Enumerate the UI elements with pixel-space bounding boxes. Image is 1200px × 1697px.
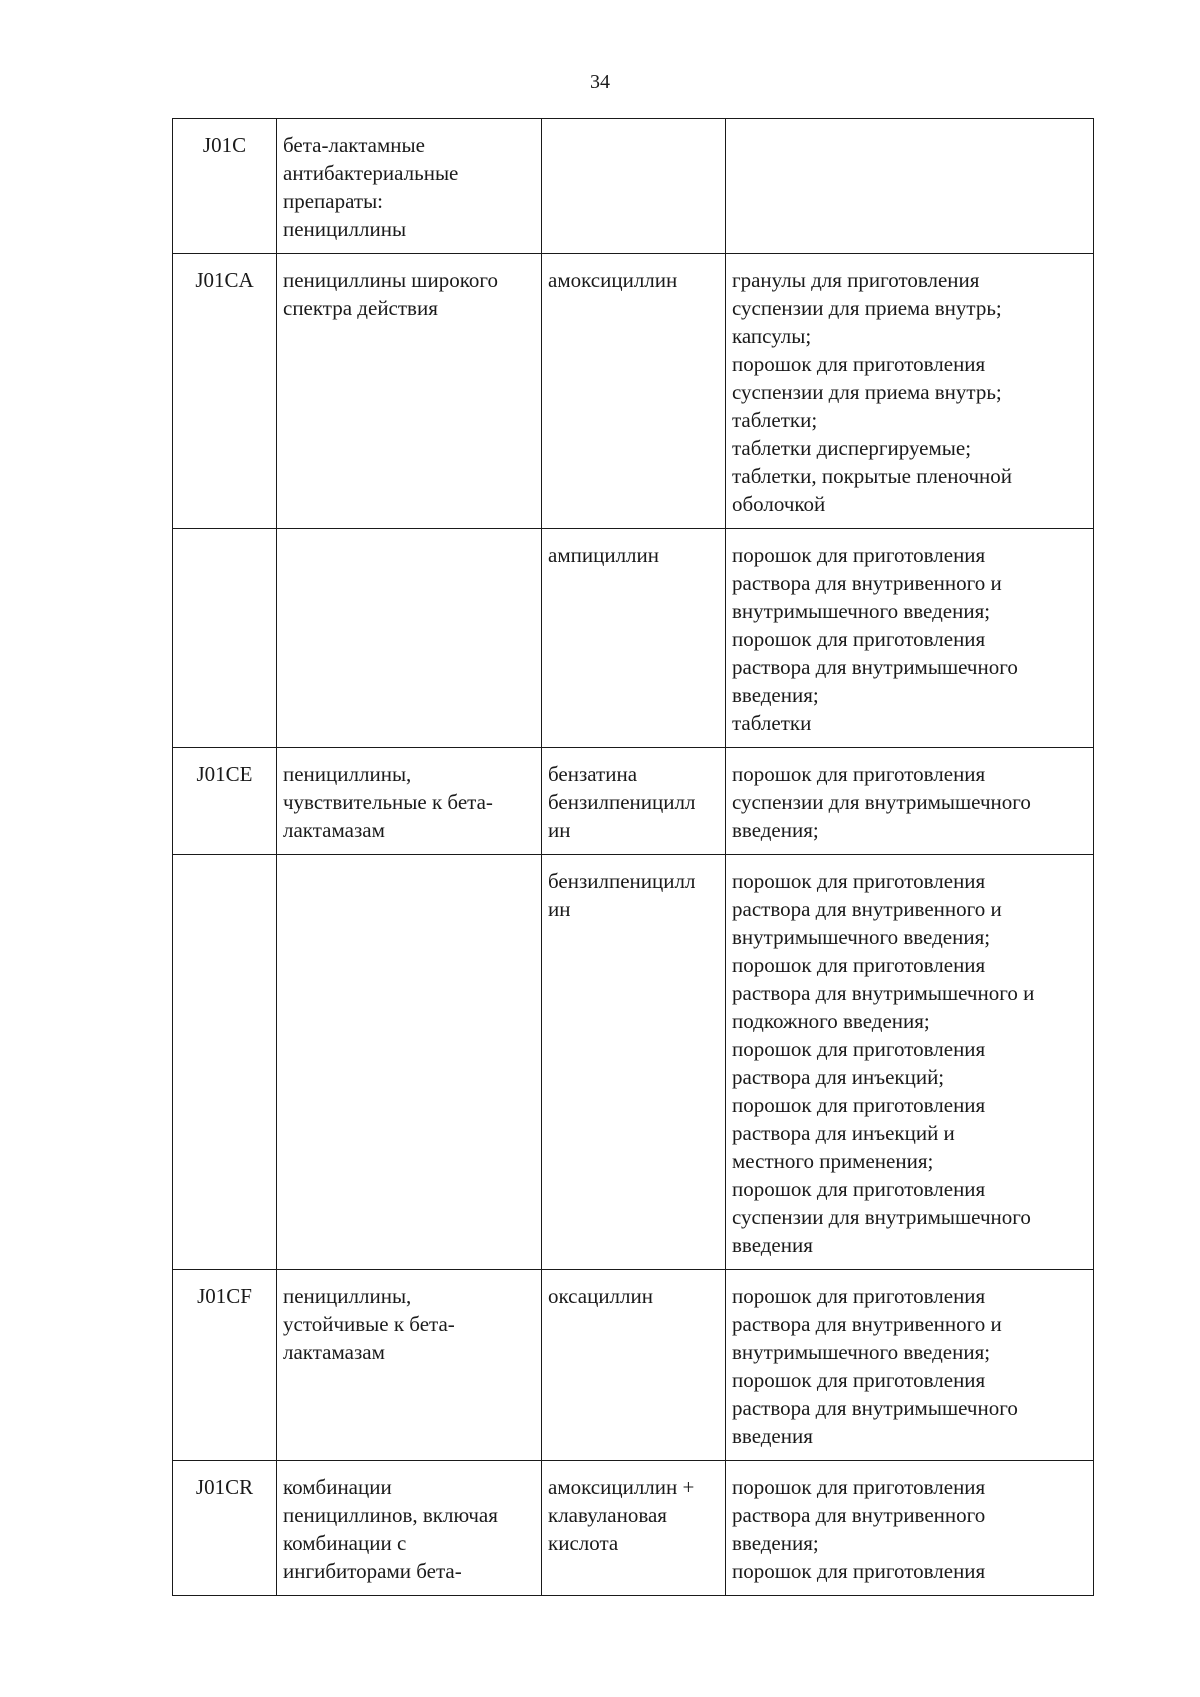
cell-text-line: внутримышечного введения; bbox=[732, 599, 991, 623]
cell-text-line: введения; bbox=[732, 1531, 819, 1555]
drug-name-cell bbox=[542, 119, 726, 254]
cell-text-line: порошок для приготовления bbox=[732, 869, 986, 893]
cell-text-line: гранулы для приготовления bbox=[732, 268, 980, 292]
cell-text-line: порошок для приготовления bbox=[732, 1093, 986, 1117]
page-number: 34 bbox=[590, 71, 610, 93]
dosage-form-cell bbox=[726, 855, 1094, 1270]
table-row bbox=[173, 1461, 1094, 1596]
cell-text-line: порошок для приготовления bbox=[732, 1284, 986, 1308]
cell-text-line: раствора для внутримышечного bbox=[732, 1396, 1018, 1420]
group-cell bbox=[277, 1461, 542, 1596]
drug-name-cell bbox=[542, 855, 726, 1270]
cell-text-line: пенициллинов, включая bbox=[283, 1503, 498, 1527]
cell-text-line: подкожного введения; bbox=[732, 1009, 930, 1033]
table-row bbox=[173, 254, 1094, 529]
cell-text-line: пенициллины широкого bbox=[283, 268, 498, 292]
cell-text-line: раствора для инъекций; bbox=[732, 1065, 945, 1089]
cell-text-line: ин bbox=[548, 897, 571, 921]
cell-text-line: раствора для внутримышечного и bbox=[732, 981, 1035, 1005]
cell-text-line: раствора для внутривенного и bbox=[732, 897, 1002, 921]
cell-text-line: клавулановая bbox=[548, 1503, 667, 1527]
cell-text-line: раствора для внутривенного и bbox=[732, 1312, 1002, 1336]
cell-text-line: чувствительные к бета- bbox=[283, 790, 493, 814]
group-cell bbox=[277, 748, 542, 855]
cell-text-line: суспензии для внутримышечного bbox=[732, 1205, 1031, 1229]
cell-text-line: пенициллины, bbox=[283, 1284, 412, 1308]
cell-text-line: капсулы; bbox=[732, 324, 812, 348]
cell-text-line: таблетки bbox=[732, 711, 812, 735]
cell-text-line: раствора для внутривенного и bbox=[732, 571, 1002, 595]
cell-text-line: введения; bbox=[732, 818, 819, 842]
cell-text-line: антибактериальные bbox=[283, 161, 459, 185]
cell-text-line: спектра действия bbox=[283, 296, 438, 320]
cell-text-line: порошок для приготовления bbox=[732, 627, 986, 651]
cell-text-line: суспензии для приема внутрь; bbox=[732, 296, 1002, 320]
cell-text-line: суспензии для приема внутрь; bbox=[732, 380, 1002, 404]
atc-code-cell: J01CR bbox=[173, 1461, 277, 1596]
drug-name-cell bbox=[542, 748, 726, 855]
table-row bbox=[173, 855, 1094, 1270]
cell-text-line: комбинации с bbox=[283, 1531, 407, 1555]
cell-text-line: бензатина bbox=[548, 762, 638, 786]
atc-code-cell bbox=[173, 855, 277, 1270]
cell-text-line: оболочкой bbox=[732, 492, 826, 516]
cell-text-line: пенициллины, bbox=[283, 762, 412, 786]
drug-name-cell bbox=[542, 1461, 726, 1596]
cell-text-line: бензилпеницилл bbox=[548, 790, 696, 814]
drug-table bbox=[172, 118, 1094, 1596]
drug-name-cell bbox=[542, 529, 726, 748]
cell-text-line: препараты: bbox=[283, 189, 384, 213]
atc-code-cell: J01CE bbox=[173, 748, 277, 855]
cell-text-line: ин bbox=[548, 818, 571, 842]
cell-text-line: суспензии для внутримышечного bbox=[732, 790, 1031, 814]
cell-text-line: таблетки, покрытые пленочной bbox=[732, 464, 1013, 488]
group-cell bbox=[277, 254, 542, 529]
drug-name-cell bbox=[542, 254, 726, 529]
cell-text-line: лактамазам bbox=[283, 1340, 385, 1364]
cell-text-line: бензилпеницилл bbox=[548, 869, 696, 893]
cell-text-line: введения bbox=[732, 1424, 813, 1448]
cell-text-line: порошок для приготовления bbox=[732, 953, 986, 977]
cell-text-line: порошок для приготовления bbox=[732, 1037, 986, 1061]
cell-text-line: таблетки; bbox=[732, 408, 818, 432]
group-cell bbox=[277, 119, 542, 254]
group-cell bbox=[277, 529, 542, 748]
cell-text-line: бета-лактамные bbox=[283, 133, 425, 157]
cell-text-line: устойчивые к бета- bbox=[283, 1312, 455, 1336]
dosage-form-cell bbox=[726, 529, 1094, 748]
dosage-form-cell bbox=[726, 254, 1094, 529]
cell-text-line: порошок для приготовления bbox=[732, 762, 986, 786]
cell-text-line: раствора для внутривенного bbox=[732, 1503, 986, 1527]
cell-text-line: внутримышечного введения; bbox=[732, 925, 991, 949]
cell-text-line: таблетки диспергируемые; bbox=[732, 436, 972, 460]
dosage-form-cell bbox=[726, 748, 1094, 855]
cell-text-line: амоксициллин + bbox=[548, 1475, 695, 1499]
atc-code-cell: J01C bbox=[173, 119, 277, 254]
cell-text-line: порошок для приготовления bbox=[732, 1475, 986, 1499]
dosage-form-cell bbox=[726, 1270, 1094, 1461]
cell-text-line: порошок для приготовления bbox=[732, 1177, 986, 1201]
table-row bbox=[173, 1270, 1094, 1461]
cell-text-line: порошок для приготовления bbox=[732, 352, 986, 376]
atc-code-cell bbox=[173, 529, 277, 748]
cell-text-line: пенициллины bbox=[283, 217, 407, 241]
table-row bbox=[173, 748, 1094, 855]
cell-text-line: оксациллин bbox=[548, 1284, 653, 1308]
drug-name-cell bbox=[542, 1270, 726, 1461]
table-row bbox=[173, 119, 1094, 254]
table-row bbox=[173, 529, 1094, 748]
atc-code-cell: J01CA bbox=[173, 254, 277, 529]
cell-text-line: раствора для внутримышечного bbox=[732, 655, 1018, 679]
cell-text-line: амоксициллин bbox=[548, 268, 678, 292]
cell-text-line: ингибиторами бета- bbox=[283, 1559, 462, 1583]
cell-text-line: порошок для приготовления bbox=[732, 1559, 986, 1583]
cell-text-line: раствора для инъекций и bbox=[732, 1121, 955, 1145]
group-cell bbox=[277, 1270, 542, 1461]
cell-text-line: внутримышечного введения; bbox=[732, 1340, 991, 1364]
cell-text-line: лактамазам bbox=[283, 818, 385, 842]
cell-text-line: комбинации bbox=[283, 1475, 392, 1499]
dosage-form-cell bbox=[726, 119, 1094, 254]
cell-text-line: кислота bbox=[548, 1531, 619, 1555]
table-body bbox=[173, 119, 1094, 1596]
cell-text-line: порошок для приготовления bbox=[732, 1368, 986, 1392]
cell-text-line: введения; bbox=[732, 683, 819, 707]
cell-text-line: введения bbox=[732, 1233, 813, 1257]
cell-text-line: порошок для приготовления bbox=[732, 543, 986, 567]
cell-text-line: местного применения; bbox=[732, 1149, 934, 1173]
atc-code-cell: J01CF bbox=[173, 1270, 277, 1461]
cell-text-line: ампициллин bbox=[548, 543, 659, 567]
dosage-form-cell bbox=[726, 1461, 1094, 1596]
group-cell bbox=[277, 855, 542, 1270]
